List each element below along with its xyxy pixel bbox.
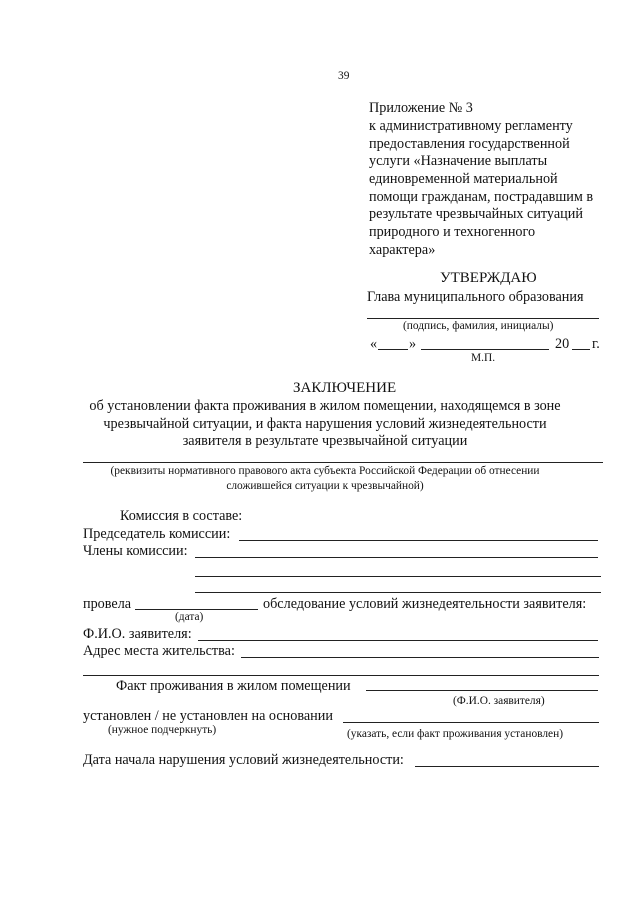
heading-line: об установлении факта проживания в жилом помещении, находящемся в зоне — [89, 398, 561, 414]
signature-line — [367, 318, 599, 319]
signature-caption: (подпись, фамилия, инициалы) — [403, 320, 554, 332]
appendix-line: природного и техногенного — [369, 224, 536, 240]
date-close-quote: » — [409, 336, 417, 352]
members-label: Члены комиссии: — [83, 543, 188, 559]
basis-line — [343, 722, 599, 723]
date-caption: (дата) — [175, 611, 204, 623]
residence-name-line — [366, 690, 598, 691]
appendix-line: к административному регламенту — [369, 118, 573, 134]
requisites-line — [83, 462, 603, 463]
year-suffix: г. — [592, 336, 600, 352]
approval-position: Глава муниципального образования — [367, 289, 584, 305]
applicant-name-label: Ф.И.О. заявителя: — [83, 626, 192, 642]
approval-title: УТВЕРЖДАЮ — [440, 270, 537, 286]
address-label: Адрес места жительства: — [83, 643, 235, 659]
basis-caption: (указать, если факт проживания установлен) — [347, 728, 564, 740]
inspection-text: обследование условий жизнедеятельности заявителя: — [263, 596, 587, 612]
residence-fact-label: Факт проживания в жилом помещении — [116, 678, 351, 694]
members-line — [195, 557, 598, 558]
year-prefix: 20 — [555, 336, 570, 352]
heading-line: чрезвычайной ситуации, и факта нарушения условий жизнедеятельности — [103, 416, 547, 432]
document-title: ЗАКЛЮЧЕНИЕ — [293, 380, 397, 396]
established-label: установлен / не установлен на основании — [83, 708, 333, 724]
requisites-caption: сложившейся ситуации к чрезвычайной) — [226, 480, 424, 492]
date-open-quote: « — [370, 336, 378, 352]
members-line — [195, 576, 601, 577]
inspection-date-line — [135, 609, 258, 610]
conducted-label: провела — [83, 596, 132, 612]
appendix-line: результате чрезвычайных ситуаций — [369, 206, 583, 222]
underline-caption: (нужное подчеркнуть) — [108, 724, 217, 736]
appendix-line: предоставления государственной — [369, 136, 570, 152]
violation-date-label: Дата начала нарушения условий жизнедеятельности: — [83, 752, 404, 768]
appendix-line: Приложение № 3 — [369, 100, 473, 116]
violation-date-line — [415, 766, 599, 767]
address-line — [83, 675, 599, 676]
day-line — [378, 349, 408, 350]
applicant-name-line — [198, 640, 598, 641]
members-line — [195, 592, 601, 593]
requisites-caption: (реквизиты нормативного правового акта субъекта Российской Федерации об отнесении — [110, 465, 540, 477]
heading-line: заявителя в результате чрезвычайной ситуации — [182, 433, 468, 449]
chair-label: Председатель комиссии: — [83, 526, 231, 542]
stamp-label: М.П. — [471, 352, 496, 364]
page-number: 39 — [338, 70, 350, 82]
chair-line — [239, 540, 598, 541]
appendix-line: помощи гражданам, пострадавшим в — [369, 189, 594, 205]
year-line — [572, 349, 590, 350]
appendix-line: характера» — [369, 242, 436, 258]
appendix-line: услуги «Назначение выплаты — [369, 153, 548, 169]
month-line — [421, 349, 549, 350]
name-caption: (Ф.И.О. заявителя) — [453, 695, 545, 707]
address-line — [241, 657, 599, 658]
appendix-line: единовременной материальной — [369, 171, 558, 187]
commission-intro: Комиссия в составе: — [120, 508, 243, 524]
